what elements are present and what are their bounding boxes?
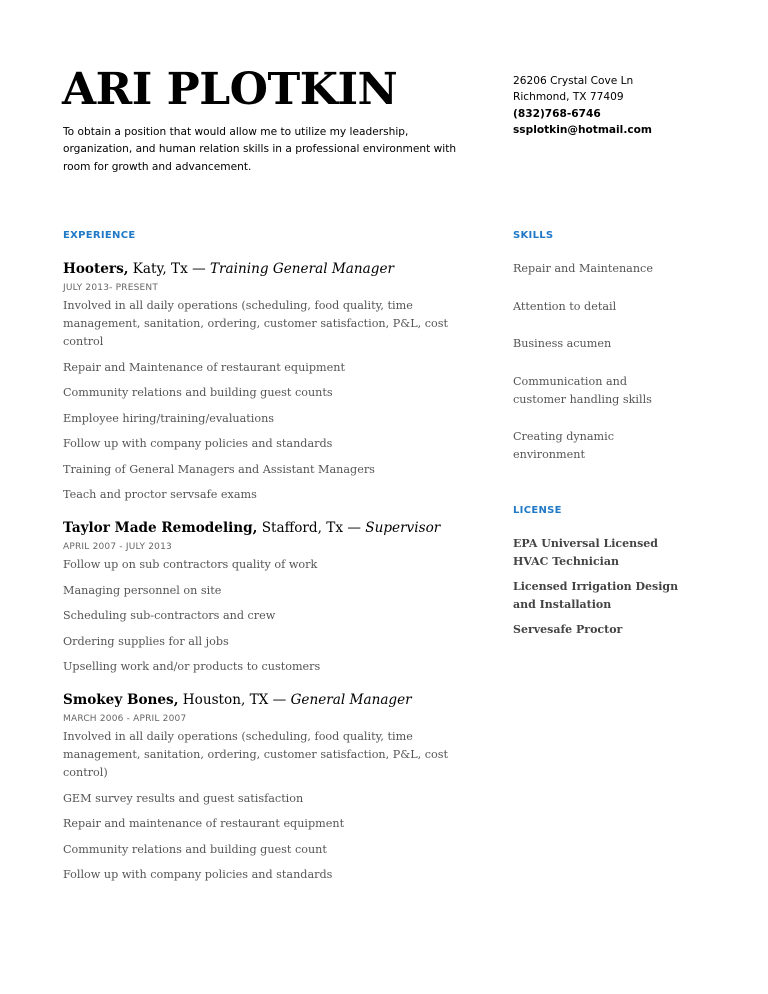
job-duty: Follow up on sub contractors quality of work xyxy=(63,558,318,571)
job-duty: Involved in all daily operations (scheduling, food quality, time management, sanitation, ordering, customer satisfaction, P&L, cost control xyxy=(63,299,449,348)
license-list xyxy=(513,535,713,646)
applicant-name: ARI PLOTKIN xyxy=(62,64,398,115)
job-duty: Follow up with company policies and standards xyxy=(63,437,333,450)
job-duty: Involved in all daily operations (scheduling, food quality, time management, sanitation, ordering, customer satisfaction, P&L, cost control) xyxy=(63,730,449,779)
license-item: EPA Universal Licensed HVAC Technician xyxy=(513,537,658,568)
job-company: Taylor Made Remodeling, xyxy=(63,520,258,536)
job-duty: Upselling work and/or products to customers xyxy=(63,660,321,673)
job-duty: Teach and proctor servsafe exams xyxy=(63,488,257,501)
job-duty: Employee hiring/training/evaluations xyxy=(63,411,275,425)
job-company: Smokey Bones, xyxy=(63,692,179,708)
contact-street: 26206 Crystal Cove Ln xyxy=(513,75,634,87)
job-dates: MARCH 2006 - APRIL 2007 xyxy=(63,714,187,724)
job-role: Supervisor xyxy=(365,520,441,536)
job-duty: Ordering supplies for all jobs xyxy=(63,634,229,648)
job-dates: JULY 2013- PRESENT xyxy=(63,283,159,293)
job-entry xyxy=(63,258,463,504)
job-location: Stafford, Tx — xyxy=(257,520,366,536)
skill-item: Attention to detail xyxy=(513,299,617,313)
skill-item: Communication and customer handling skills xyxy=(513,374,652,406)
skills-heading: SKILLS xyxy=(513,230,554,241)
job-duty: Repair and Maintenance of restaurant equipment xyxy=(63,360,345,374)
skill-item: Repair and Maintenance xyxy=(513,262,653,275)
job-role: General Manager xyxy=(290,692,412,708)
license-item: Servesafe Proctor xyxy=(513,623,623,636)
job-duty: Training of General Managers and Assistant Managers xyxy=(63,462,375,476)
contact-email: ssplotkin@hotmail.com xyxy=(513,124,652,137)
contact-phone: (832)768-6746 xyxy=(513,107,601,120)
skills-list xyxy=(513,260,713,484)
job-duty: Community relations and building guest count xyxy=(63,842,327,856)
experience-heading: EXPERIENCE xyxy=(63,230,136,241)
job-dates: APRIL 2007 - JULY 2013 xyxy=(63,542,172,552)
job-duty: Scheduling sub-contractors and crew xyxy=(63,609,276,622)
job-location: Houston, TX — xyxy=(178,692,291,708)
job-location: Katy, Tx — xyxy=(128,261,210,277)
skill-item: Creating dynamic environment xyxy=(513,430,615,461)
job-duty: Repair and maintenance of restaurant equipment xyxy=(63,817,345,830)
contact-block xyxy=(513,73,743,139)
job-duty: GEM survey results and guest satisfaction xyxy=(63,791,304,805)
job-duty: Community relations and building guest counts xyxy=(63,386,333,399)
job-entry xyxy=(63,689,463,884)
job-company: Hooters, xyxy=(63,261,129,277)
skill-item: Business acumen xyxy=(513,337,612,350)
job-title xyxy=(63,258,463,281)
job-role: Training General Manager xyxy=(209,261,394,277)
job-title xyxy=(63,689,463,712)
contact-city: Richmond, TX 77409 xyxy=(513,91,624,104)
job-duty: Follow up with company policies and standards xyxy=(63,868,333,881)
job-entry xyxy=(63,517,463,676)
license-heading: LICENSE xyxy=(513,505,562,516)
license-item: Licensed Irrigation Design and Installation xyxy=(513,580,679,611)
experience-section xyxy=(63,258,463,897)
job-title xyxy=(63,517,463,540)
objective-statement: To obtain a position that would allow me to utilize my leadership, organization, and human relation skills in a professional environment with room for growth and advancement. xyxy=(63,126,457,173)
job-duty: Managing personnel on site xyxy=(63,583,222,597)
